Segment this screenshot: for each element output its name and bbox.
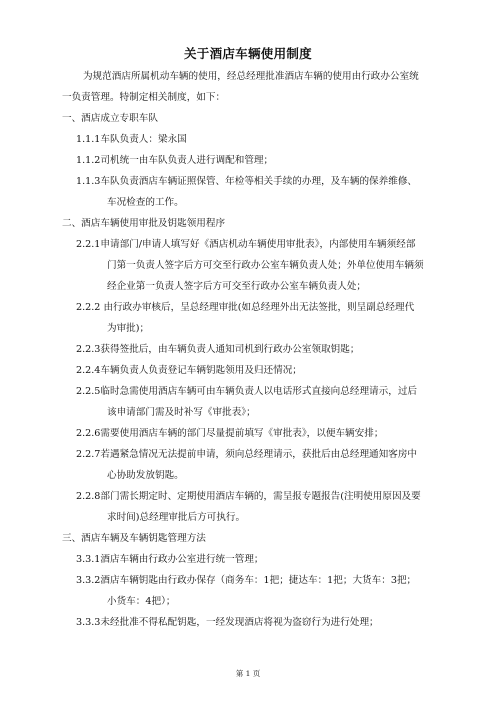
section-heading: 一、酒店成立专职车队 [62, 113, 158, 124]
list-item: 3.3.1酒店车辆由行政办公室进行统一管理； [76, 554, 264, 565]
list-item: 2.2.3获得签批后，由车辆负责人通知司机到行政办公室领取钥匙； [76, 344, 360, 355]
page-number: 第 1 页 [235, 669, 261, 678]
section-heading: 三、酒店车辆及车辆钥匙管理方法 [62, 533, 206, 544]
list-item: 2.2.5临时急需使用酒店车辆可由车辆负责人以电话形式直接向总经理请示，过后 [76, 386, 418, 397]
document-title: 关于酒店车辆使用制度 [183, 46, 312, 61]
list-item-continuation: 门第一负责人签字后方可交至行政办公室车辆负责人处；外单位使用车辆须 [107, 260, 424, 271]
list-item: 3.3.3未经批准不得私配钥匙，一经发现酒店将视为盗窃行为进行处理； [76, 617, 379, 628]
list-item-continuation: 心协助发放钥匙。 [107, 470, 184, 481]
intro-line: 为规范酒店所属机动车辆的使用，经总经理批准酒店车辆的使用由行政办公室统 [83, 71, 419, 82]
list-item: 2.2.2 由行政办审核后，呈总经理审批(如总经理外出无法签批，则呈副总经理代 [76, 302, 415, 313]
list-item: 2.2.8部门需长期定时、定期使用酒店车辆的，需呈报专题报告(注明使用原因及要 [76, 491, 421, 502]
list-item: 1.1.3车队负责酒店车辆证照保管、年检等相关手续的办理，及车辆的保养维修、 [76, 176, 418, 187]
list-item: 1.1.2司机统一由车队负责人进行调配和管理； [76, 155, 274, 166]
section-heading: 二、酒店车辆使用审批及钥匙领用程序 [62, 218, 226, 229]
list-item: 1.1.1车队负责人：梁永国 [76, 134, 187, 145]
list-item-continuation: 车况检查的工作。 [107, 197, 184, 208]
list-item-continuation: 求时间)总经理审批后方可执行。 [107, 512, 246, 523]
list-item: 2.2.7若遇紧急情况无法提前申请，须向总经理请示，获批后由总经理通知客房中 [76, 449, 418, 460]
list-item-continuation: 为审批)； [107, 323, 150, 334]
list-item-continuation: 该申请部门需及时补写《审批表》； [107, 407, 256, 418]
list-item: 2.2.4车辆负责人负责登记车辆钥匙领用及归还情况； [76, 365, 302, 376]
list-item: 2.2.6需要使用酒店车辆的部门尽量提前填写《审批表》，以便车辆安排； [76, 428, 384, 439]
intro-line: 一负责管理。特制定相关制度，如下： [62, 92, 226, 103]
list-item-continuation: 经企业第一负责人签字后方可交至行政办公室车辆负责人处； [107, 281, 367, 292]
list-item: 2.2.1申请部门/申请人填写好《酒店机动车辆使用审批表》，内部使用车辆须经部 [76, 239, 416, 250]
list-item: 3.3.2酒店车辆钥匙由行政办保存（商务车：1把；捷达车：1把；大货车：3把； [76, 575, 417, 586]
list-item-continuation: 小货车：4把）； [107, 596, 176, 607]
